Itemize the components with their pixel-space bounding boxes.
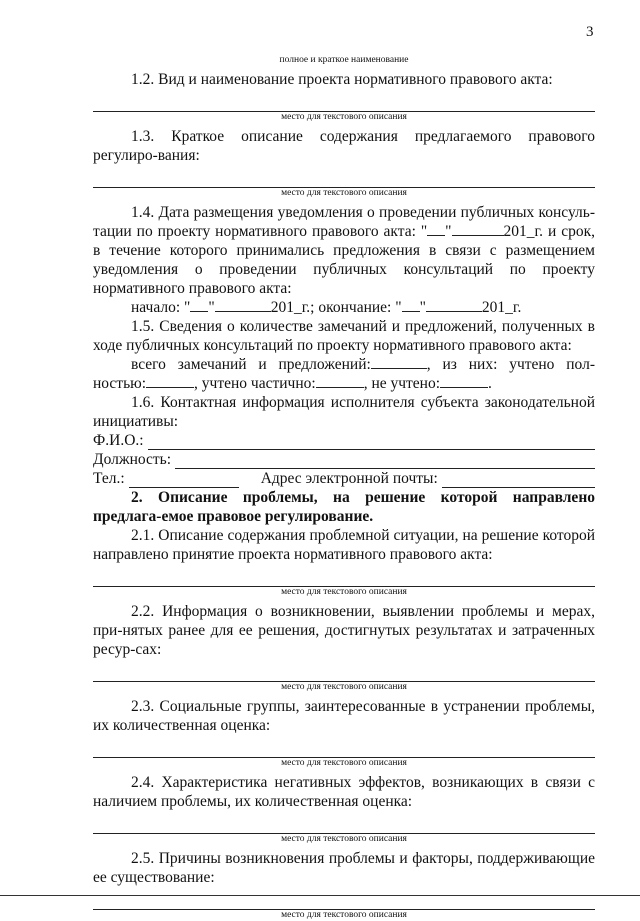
section-2-2: 2.2. Информация о возникновении, выявлении проблемы и мерах, при-нятых ранее для ее решения, достигнутых результатах и затраченных ресур-сах: xyxy=(93,603,595,658)
fully-accepted-field[interactable] xyxy=(146,374,194,388)
section-2-3: 2.3. Социальные группы, заинтересованные в устранении проблемы, их количественная оценка: xyxy=(93,698,595,734)
caption-2-5: место для текстового описания xyxy=(281,910,407,920)
caption-2-2: место для текстового описания xyxy=(281,682,407,692)
partially-accepted-field[interactable] xyxy=(316,374,364,388)
position-row: Должность: xyxy=(93,450,595,469)
term-row: начало: " " 201_г.; окончание: " " 201_г. xyxy=(131,299,522,316)
caption-2-1: место для текстового описания xyxy=(281,587,407,597)
comments-total-row: всего замечаний и предложений: , из них: учтено пол- xyxy=(131,356,595,373)
start-month-field[interactable] xyxy=(215,298,271,312)
caption-1-3: место для текстового описания xyxy=(281,188,407,198)
position-field[interactable] xyxy=(175,454,595,469)
comments-detail-row: ностью: , учтено частично: , не учтено: . xyxy=(93,375,492,392)
contacts-row: Тел.: Адрес электронной почты: xyxy=(93,469,595,488)
day-field[interactable] xyxy=(427,222,445,236)
email-field[interactable] xyxy=(442,473,595,488)
section-1-5: 1.5. Сведения о количестве замечаний и предложений, полученных в ходе публичных консультаций по проекту нормативного правового акта: xyxy=(93,318,595,354)
section-1-4: 1.4. Дата размещения уведомления о проведении публичных консуль-тации по проекту нормативного правового акта: " " 201_г. и срок, в течение которого принимались предложения в связи с размещением уведомления о проведении публичных консультаций по проекту нормативного правового акта: xyxy=(93,204,595,297)
fio-field[interactable] xyxy=(148,435,595,450)
section-2-1: 2.1. Описание содержания проблемной ситуации, на решение которой направлено принятие проекта нормативного правового акта: xyxy=(93,527,595,563)
caption-name: полное и краткое наименование xyxy=(279,55,409,65)
section-1-6: 1.6. Контактная информация исполнителя субъекта законодательной инициативы: xyxy=(93,394,595,430)
caption-2-3: место для текстового описания xyxy=(281,758,407,768)
caption-1-2: место для текстового описания xyxy=(281,112,407,122)
not-accepted-field[interactable] xyxy=(440,374,488,388)
section-2-4: 2.4. Характеристика негативных эффектов, возникающих в связи с наличием проблемы, их количественная оценка: xyxy=(93,774,595,810)
start-day-field[interactable] xyxy=(190,298,208,312)
section-1-2: 1.2. Вид и наименование проекта нормативного правового акта: xyxy=(131,71,553,88)
end-day-field[interactable] xyxy=(402,298,420,312)
end-month-field[interactable] xyxy=(426,298,482,312)
section-2-title: 2. Описание проблемы, на решение которой направлено предлага-емое правовое регулирование. xyxy=(93,489,595,525)
document-body xyxy=(93,55,595,921)
page-bottom-divider xyxy=(0,895,640,896)
section-1-3: 1.3. Краткое описание содержания предлагаемого правового регулиро-вания: xyxy=(93,128,595,164)
page-number: 3 xyxy=(586,24,594,40)
caption-2-4: место для текстового описания xyxy=(281,834,407,844)
total-comments-field[interactable] xyxy=(371,355,427,369)
month-field[interactable] xyxy=(452,222,504,236)
fio-row: Ф.И.О.: xyxy=(93,431,595,450)
section-2-5: 2.5. Причины возникновения проблемы и факторы, поддерживающие ее существование: xyxy=(93,850,595,886)
phone-field[interactable] xyxy=(129,473,239,488)
